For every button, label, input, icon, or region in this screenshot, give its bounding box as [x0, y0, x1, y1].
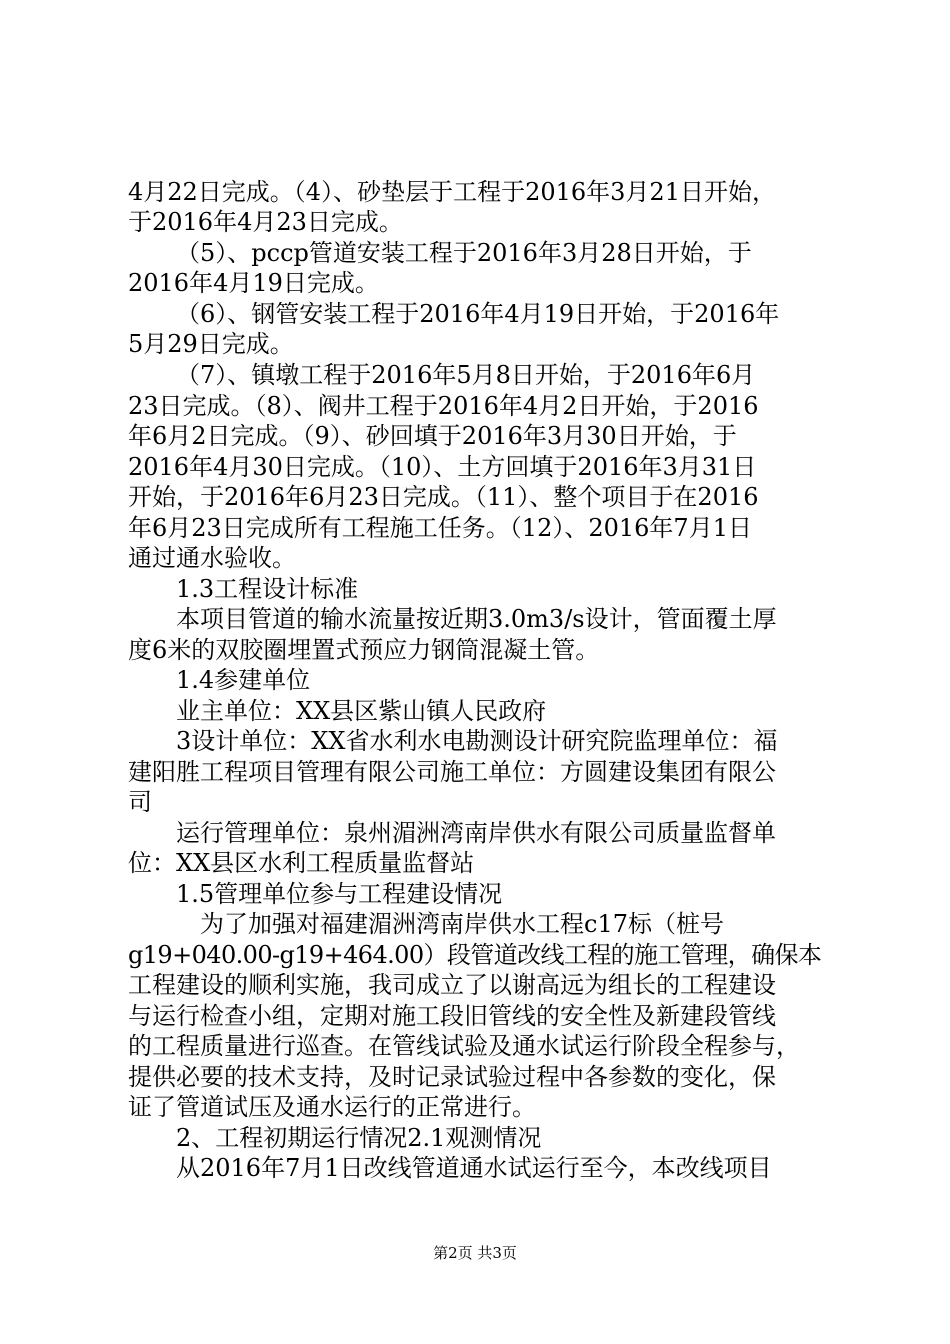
body-line: 的工程质量进行巡查。在管线试验及通水试运行阶段全程参与， [128, 1032, 800, 1060]
body-line: （6）、钢管安装工程于2016年4月19日开始，于2016年 [176, 300, 780, 328]
body-line: 5月29日完成。 [128, 330, 294, 358]
body-line: 证了管道试压及通水运行的正常进行。 [128, 1093, 536, 1121]
body-line: 于2016年4月23日完成。 [128, 208, 403, 236]
body-line: g19+040.00-g19+464.00）段管道改线工程的施工管理，确保本 [128, 941, 822, 969]
page-footer: 第2页 共3页 [433, 1244, 517, 1262]
section-heading: 2、工程初期运行情况2.1观测情况 [176, 1124, 542, 1152]
body-line: 度6米的双胶圈埋置式预应力钢筒混凝土管。 [128, 636, 600, 664]
section-heading: 1.5管理单位参与工程建设情况 [176, 880, 503, 908]
body-line: 运行管理单位：泉州湄洲湾南岸供水有限公司质量监督单 [176, 819, 776, 847]
body-line: 年6月2日完成。（9）、砂回填于2016年3月30日开始，于 [128, 422, 737, 450]
body-line: 业主单位：XX县区紫山镇人民政府 [176, 697, 547, 725]
body-line: 位：XX县区水利工程质量监督站 [128, 849, 475, 877]
section-heading: 1.4参建单位 [176, 666, 311, 694]
body-line: 开始，于2016年6月23日完成。（11）、整个项目于在2016 [128, 483, 759, 511]
body-line: 建阳胜工程项目管理有限公司施工单位：方圆建设集团有限公 [128, 758, 776, 786]
body-line: （5）、pccp管道安装工程于2016年3月28日开始，于 [176, 239, 752, 267]
body-line: 3设计单位：XX省水利水电勘测设计研究院监理单位：福 [176, 727, 778, 755]
body-line: 23日完成。（8）、阀井工程于2016年4月2日开始，于2016 [128, 392, 759, 420]
body-line: 4月22日完成。（4）、砂垫层于工程于2016年3月21日开始， [128, 178, 776, 206]
body-line: （7）、镇墩工程于2016年5月8日开始，于2016年6月 [176, 361, 756, 389]
body-line: 2016年4月30日完成。（10）、土方回填于2016年3月31日 [128, 453, 757, 481]
body-line: 通过通水验收。 [128, 544, 296, 572]
body-line: 提供必要的技术支持，及时记录试验过程中各参数的变化，保 [128, 1063, 776, 1091]
body-line: 司 [128, 788, 152, 816]
body-line: 本项目管道的输水流量按近期3.0m3/s设计，管面覆土厚 [176, 605, 777, 633]
body-line: 2016年4月19日完成。 [128, 269, 379, 297]
section-heading: 1.3工程设计标准 [176, 575, 359, 603]
body-line: 为了加强对福建湄洲湾南岸供水工程c17标（桩号 [200, 910, 724, 938]
body-line: 工程建设的顺利实施，我司成立了以谢高远为组长的工程建设 [128, 971, 776, 999]
body-line: 从2016年7月1日改线管道通水试运行至今，本改线项目 [176, 1154, 772, 1182]
body-line: 年6月23日完成所有工程施工任务。（12）、2016年7月1日 [128, 514, 752, 542]
body-line: 与运行检查小组，定期对施工段旧管线的安全性及新建段管线 [128, 1002, 776, 1030]
